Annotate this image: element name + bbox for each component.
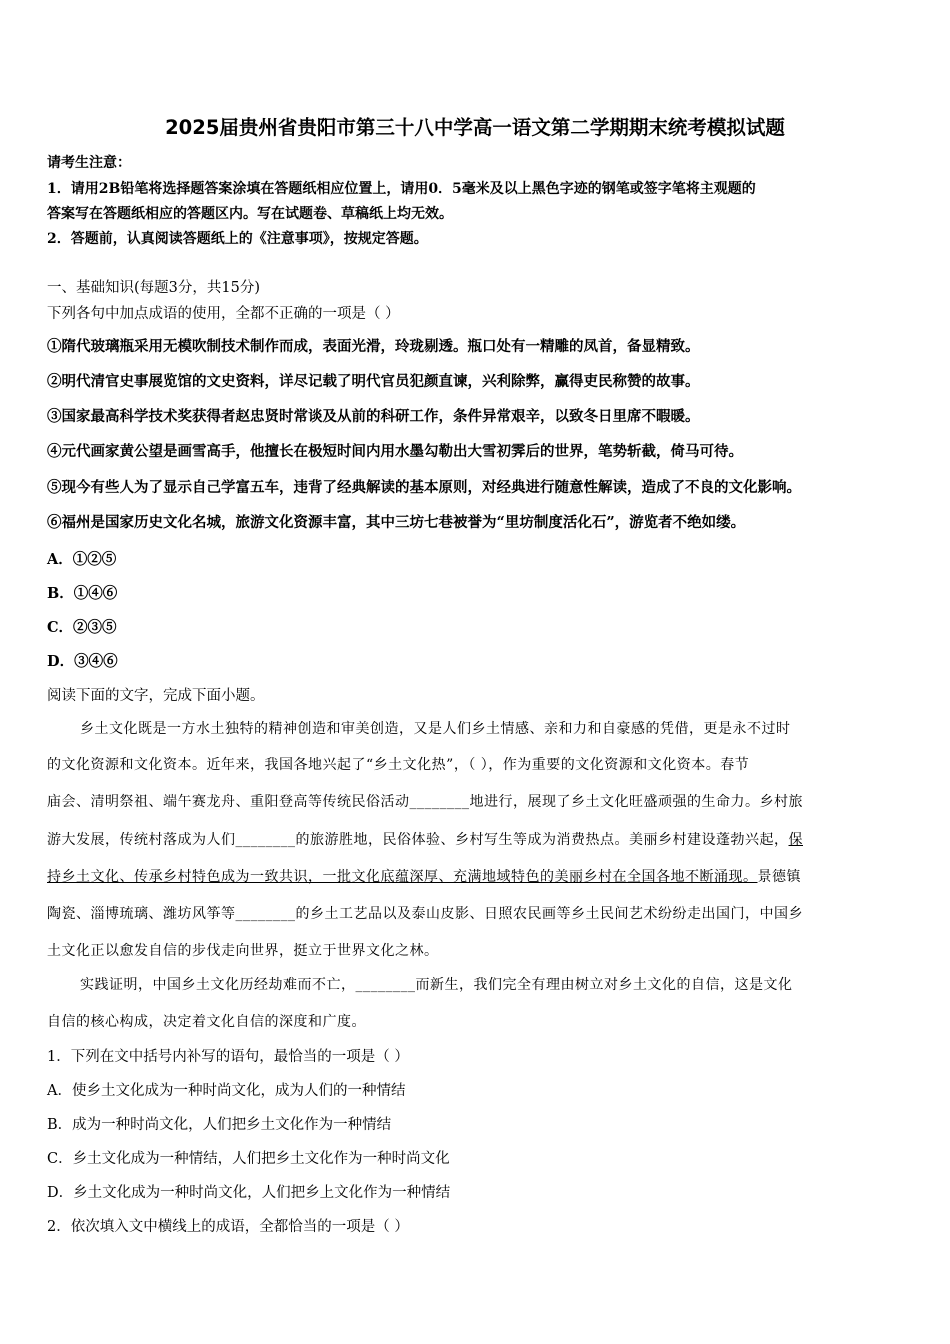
question-stem: 下列各句中加点成语的使用，全都不正确的一项是（ ） (47, 306, 400, 322)
sentence-item-6: ⑥福州是国家历史文化名城，旅游文化资源丰富，其中三坊七巷被誉为“里坊制度活化石”，游览者不绝如缕。 (47, 514, 746, 531)
q1-option-a: A．使乡土文化成为一种时尚文化，成为人们的一种情结 (47, 1083, 406, 1099)
q1-option-b: B．成为一种时尚文化，人们把乡土文化作为一种情结 (47, 1117, 392, 1133)
reading-intro: 阅读下面的文字，完成下面小题。 (47, 688, 265, 704)
sentence-item-1: ①隋代玻璃瓶采用无模吹制技术制作而成，表面光滑，玲珑剔透。瓶口处有一精雕的凤首，备显精致。 (47, 338, 700, 355)
option-c: C．②③⑤ (47, 619, 117, 636)
passage-line (47, 866, 801, 886)
section-heading: 一、基础知识(每题3分，共15分) (47, 280, 260, 296)
passage-line (47, 829, 803, 849)
passage-line: 的文化资源和文化资本。近年来，我国各地兴起了“乡土文化热”，（ ），作为重要的文化资源和文化资本。春节 (47, 757, 750, 773)
passage-line: 庙会、清明祭祖、端午赛龙舟、重阳登高等传统民俗活动________地进行，展现了乡土文化旺盛顽强的生命力。乡村旅 (47, 794, 803, 810)
option-d: D．③④⑥ (47, 653, 118, 670)
sentence-item-3: ③国家最高科学技术奖获得者赵忠贤时常谈及从前的科研工作，条件异常艰辛，以致冬日里席不暇暖。 (47, 408, 700, 425)
q1-stem: 1．下列在文中括号内补写的语句，最恰当的一项是（ ） (47, 1049, 409, 1065)
passage-line: 自信的核心构成，决定着文化自信的深度和广度。 (47, 1014, 366, 1030)
notice-line-1: 1．请用2B铅笔将选择题答案涂填在答题纸相应位置上，请用0．5毫米及以上黑色字迹的钢笔或签字笔将主观题的 (47, 181, 756, 197)
underlined-sentence: 保 (788, 832, 803, 848)
notice-line-3: 2．答题前，认真阅读答题纸上的《注意事项》，按规定答题。 (47, 231, 428, 247)
passage-line: 土文化正以愈发自信的步伐走向世界，挺立于世界文化之林。 (47, 943, 439, 959)
q1-option-d: D．乡土文化成为一种时尚文化，人们把乡上文化作为一种情结 (47, 1185, 451, 1201)
exam-title: 2025届贵州省贵阳市第三十八中学高一语文第二学期期末统考模拟试题 (165, 116, 785, 139)
passage-line: 陶瓷、淄博琉璃、潍坊风筝等________的乡土工艺品以及泰山皮影、日照农民画等乡土民间艺术纷纷走出国门，中国乡 (47, 906, 803, 922)
passage-line: 乡土文化既是一方水土独特的精神创造和审美创造，又是人们乡土情感、亲和力和自豪感的凭借，更是永不过时 (80, 721, 791, 737)
option-b: B．①④⑥ (47, 585, 118, 602)
option-a: A．①②⑤ (47, 551, 117, 568)
sentence-item-4: ④元代画家黄公望是画雪高手，他擅长在极短时间内用水墨勾勒出大雪初霁后的世界，笔势斩截，倚马可待。 (47, 443, 743, 460)
passage-text: 游大发展，传统村落成为人们________的旅游胜地，民俗体验、乡村写生等成为消费热点。美丽乡村建设蓬勃兴起， (47, 832, 789, 848)
sentence-item-5: ⑤现今有些人为了显示自己学富五车，违背了经典解读的基本原则，对经典进行随意性解读，造成了不良的文化影响。 (47, 479, 801, 496)
passage-text: 景德镇 (757, 869, 801, 885)
q2-stem: 2．依次填入文中横线上的成语，全都恰当的一项是（ ） (47, 1219, 409, 1235)
passage-line: 实践证明，中国乡土文化历经劫难而不亡，________而新生，我们完全有理由树立对乡土文化的自信，这是文化 (80, 977, 793, 993)
underlined-sentence: 持乡土文化、传承乡村特色成为一致共识，一批文化底蕴深厚、充满地域特色的美丽乡村在全国各地不断涌现。 (47, 869, 758, 885)
q1-option-c: C．乡土文化成为一种情结，人们把乡土文化作为一种时尚文化 (47, 1151, 450, 1167)
notice-line-2: 答案写在答题纸相应的答题区内。写在试题卷、草稿纸上均无效。 (47, 206, 453, 222)
notice-heading: 请考生注意： (47, 155, 131, 171)
sentence-item-2: ②明代清官史事展览馆的文史资料，详尽记载了明代官员犯颜直谏，兴利除弊，赢得吏民称赞的故事。 (47, 373, 700, 390)
